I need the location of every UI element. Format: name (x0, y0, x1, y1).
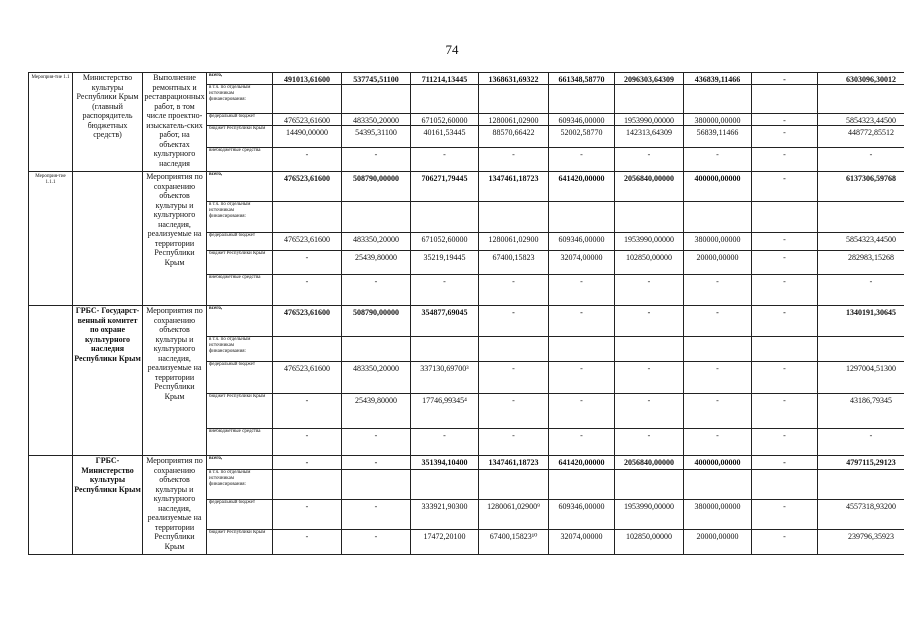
amount-cell: - (273, 251, 342, 275)
amount-cell: - (684, 362, 752, 394)
amount-cell: - (752, 114, 818, 126)
description-cell: Мероприятия по сохранению объектов культуры и культурного наследия, реализуемые на территории Республики Крым (143, 456, 207, 555)
amount-cell: 671052,60000 (411, 233, 479, 251)
amount-cell: - (549, 275, 615, 306)
amount-cell: 52002,58770 (549, 126, 615, 148)
amount-cell (615, 470, 684, 500)
amount-cell (342, 470, 411, 500)
amount-cell: - (615, 429, 684, 456)
amount-cell: 142313,64309 (615, 126, 684, 148)
amount-cell: 1297004,51300 (818, 362, 904, 394)
amount-cell: 476523,61600 (273, 306, 342, 337)
amount-cell (479, 470, 549, 500)
amount-cell: 17472,20100 (411, 530, 479, 555)
amount-cell: 508790,00000 (342, 306, 411, 337)
amount-cell (752, 202, 818, 233)
amount-cell: 2056840,00000 (615, 456, 684, 470)
funding-source-cell: в т.ч. по отдельным источникам финансирования: (207, 337, 273, 362)
amount-cell: - (752, 73, 818, 85)
funding-source-cell: внебюджетные средства (207, 148, 273, 172)
amount-cell: - (752, 429, 818, 456)
amount-cell: - (752, 148, 818, 172)
amount-cell: 1953990,00000 (615, 114, 684, 126)
amount-cell: 706271,79445 (411, 172, 479, 202)
funding-source-cell: в т.ч. по отдельным источникам финансирования: (207, 470, 273, 500)
measure-cell: Мероприя-тие 1.1 (29, 73, 73, 172)
amount-cell (411, 337, 479, 362)
funding-source-cell: внебюджетные средства (207, 275, 273, 306)
amount-cell: 40161,53445 (411, 126, 479, 148)
funding-source-cell: бюджет Республики Крым (207, 251, 273, 275)
amount-cell: 1280061,02900⁹ (479, 500, 549, 530)
amount-cell: 483350,20000 (342, 233, 411, 251)
funding-source-cell: федеральный бюджет (207, 114, 273, 126)
amount-cell: - (479, 429, 549, 456)
amount-cell (479, 202, 549, 233)
executor-cell: Министерство культуры Республики Крым (главный распорядитель бюджетных средств) (73, 73, 143, 172)
amount-cell: 609346,00000 (549, 500, 615, 530)
amount-cell: - (684, 394, 752, 429)
amount-cell: 711214,13445 (411, 73, 479, 85)
amount-cell: 282983,15268 (818, 251, 904, 275)
amount-cell: 508790,00000 (342, 172, 411, 202)
amount-cell: - (273, 456, 342, 470)
funding-source-cell: бюджет Республики Крым (207, 126, 273, 148)
amount-cell: - (549, 429, 615, 456)
amount-cell: - (342, 275, 411, 306)
amount-cell: 661348,58770 (549, 73, 615, 85)
amount-cell: - (752, 456, 818, 470)
amount-cell: 54395,31100 (342, 126, 411, 148)
amount-cell: 351394,10400 (411, 456, 479, 470)
amount-cell: - (411, 429, 479, 456)
amount-cell: 5854323,44500 (818, 233, 904, 251)
amount-cell: - (479, 362, 549, 394)
amount-cell: 436839,11466 (684, 73, 752, 85)
amount-cell (342, 337, 411, 362)
table-row (29, 456, 904, 470)
amount-cell: 35219,19445 (411, 251, 479, 275)
amount-cell: 1368631,69322 (479, 73, 549, 85)
executor-cell (73, 172, 143, 306)
amount-cell: 476523,61600 (273, 362, 342, 394)
amount-cell: 6137306,59768 (818, 172, 904, 202)
amount-cell: - (752, 362, 818, 394)
amount-cell: 491013,61600 (273, 73, 342, 85)
measure-cell (29, 456, 73, 555)
amount-cell (752, 470, 818, 500)
amount-cell: - (549, 362, 615, 394)
amount-cell: - (342, 429, 411, 456)
amount-cell: - (411, 275, 479, 306)
amount-cell: 1340191,30645 (818, 306, 904, 337)
amount-cell: - (615, 275, 684, 306)
amount-cell: - (342, 530, 411, 555)
amount-cell: - (752, 275, 818, 306)
amount-cell: 67400,15823¹⁰ (479, 530, 549, 555)
amount-cell: - (684, 148, 752, 172)
amount-cell: - (479, 394, 549, 429)
amount-cell: 25439,80000 (342, 394, 411, 429)
amount-cell (615, 202, 684, 233)
amount-cell: - (273, 429, 342, 456)
amount-cell: 1953990,00000 (615, 233, 684, 251)
amount-cell: 32074,00000 (549, 251, 615, 275)
amount-cell (752, 337, 818, 362)
amount-cell: - (549, 306, 615, 337)
amount-cell: 25439,80000 (342, 251, 411, 275)
funding-source-cell: всего, (207, 456, 273, 470)
amount-cell: 4797115,29123 (818, 456, 904, 470)
amount-cell: - (549, 148, 615, 172)
funding-source-cell: в т.ч. по отдельным источникам финансирования: (207, 85, 273, 114)
amount-cell: 609346,00000 (549, 233, 615, 251)
description-cell: Мероприятия по сохранению объектов культуры и культурного наследия, реализуемые на территории Республики Крым (143, 172, 207, 306)
funding-source-cell: всего, (207, 172, 273, 202)
amount-cell (818, 85, 904, 114)
amount-cell: - (818, 275, 904, 306)
amount-cell (684, 85, 752, 114)
executor-cell: ГРБС- Государст-венный комитет по охране культурного наследия Республики Крым (73, 306, 143, 456)
table-row (29, 306, 904, 337)
amount-cell: - (752, 172, 818, 202)
amount-cell: - (752, 126, 818, 148)
amount-cell (752, 85, 818, 114)
amount-cell: 483350,20000 (342, 362, 411, 394)
amount-cell: 380000,00000 (684, 233, 752, 251)
funding-source-cell: всего, (207, 73, 273, 85)
amount-cell: - (615, 394, 684, 429)
amount-cell: - (818, 429, 904, 456)
amount-cell: - (752, 306, 818, 337)
amount-cell: 476523,61600 (273, 114, 342, 126)
amount-cell: 102850,00000 (615, 251, 684, 275)
amount-cell (411, 202, 479, 233)
amount-cell: 1280061,02900 (479, 114, 549, 126)
amount-cell (818, 470, 904, 500)
amount-cell: - (479, 306, 549, 337)
amount-cell: - (615, 306, 684, 337)
amount-cell: 337130,69700³ (411, 362, 479, 394)
amount-cell: 380000,00000 (684, 114, 752, 126)
amount-cell: - (615, 362, 684, 394)
amount-cell: 2096303,64309 (615, 73, 684, 85)
amount-cell: 5854323,44500 (818, 114, 904, 126)
amount-cell: 6303096,30012 (818, 73, 904, 85)
amount-cell: - (273, 394, 342, 429)
amount-cell: 4557318,93200 (818, 500, 904, 530)
amount-cell: 88570,66422 (479, 126, 549, 148)
page-number: 74 (445, 42, 459, 57)
amount-cell (479, 337, 549, 362)
amount-cell: 448772,85512 (818, 126, 904, 148)
amount-cell (549, 85, 615, 114)
amount-cell (684, 470, 752, 500)
amount-cell: 380000,00000 (684, 500, 752, 530)
amount-cell: 20000,00000 (684, 530, 752, 555)
amount-cell: - (479, 148, 549, 172)
amount-cell: 1347461,18723 (479, 456, 549, 470)
amount-cell: - (273, 530, 342, 555)
amount-cell (684, 337, 752, 362)
amount-cell: 537745,51100 (342, 73, 411, 85)
funding-source-cell: федеральный бюджет (207, 362, 273, 394)
amount-cell (273, 202, 342, 233)
amount-cell (273, 85, 342, 114)
amount-cell: 354877,69045 (411, 306, 479, 337)
amount-cell (818, 202, 904, 233)
amount-cell: 609346,00000 (549, 114, 615, 126)
amount-cell: 476523,61600 (273, 233, 342, 251)
amount-cell: 1280061,02900 (479, 233, 549, 251)
amount-cell: - (752, 394, 818, 429)
amount-cell: 56839,11466 (684, 126, 752, 148)
amount-cell (615, 337, 684, 362)
amount-cell: 641420,00000 (549, 172, 615, 202)
amount-cell: 67400,15823 (479, 251, 549, 275)
amount-cell: 14490,00000 (273, 126, 342, 148)
amount-cell (615, 85, 684, 114)
amount-cell (549, 202, 615, 233)
amount-cell: - (342, 456, 411, 470)
amount-cell: 476523,61600 (273, 172, 342, 202)
amount-cell: - (752, 233, 818, 251)
amount-cell (411, 470, 479, 500)
amount-cell: 2056840,00000 (615, 172, 684, 202)
table-row (29, 172, 904, 202)
amount-cell: 671052,60000 (411, 114, 479, 126)
amount-cell: 400000,00000 (684, 172, 752, 202)
amount-cell: - (752, 530, 818, 555)
measure-cell: Мероприя-тие 1.1.1 (29, 172, 73, 306)
executor-cell: ГРБС- Министерство культуры Республики Крым (73, 456, 143, 555)
amount-cell: 483350,20000 (342, 114, 411, 126)
amount-cell: 20000,00000 (684, 251, 752, 275)
funding-source-cell: в т.ч. по отдельным источникам финансирования: (207, 202, 273, 233)
amount-cell: 32074,00000 (549, 530, 615, 555)
amount-cell (549, 337, 615, 362)
amount-cell (479, 85, 549, 114)
amount-cell: - (411, 148, 479, 172)
amount-cell (273, 470, 342, 500)
measure-cell (29, 306, 73, 456)
description-cell: Мероприятия по сохранению объектов культуры и культурного наследия, реализуемые на территории Республики Крым (143, 306, 207, 456)
amount-cell (342, 202, 411, 233)
amount-cell: - (752, 500, 818, 530)
amount-cell: 400000,00000 (684, 456, 752, 470)
amount-cell (273, 337, 342, 362)
amount-cell (818, 337, 904, 362)
amount-cell: - (479, 275, 549, 306)
funding-table (28, 72, 904, 555)
amount-cell (411, 85, 479, 114)
amount-cell: - (342, 500, 411, 530)
amount-cell: - (273, 275, 342, 306)
amount-cell: - (549, 394, 615, 429)
amount-cell: - (342, 148, 411, 172)
amount-cell: - (684, 275, 752, 306)
amount-cell: 43186,79345 (818, 394, 904, 429)
funding-source-cell: федеральный бюджет (207, 500, 273, 530)
table-row (29, 73, 904, 85)
amount-cell: 102850,00000 (615, 530, 684, 555)
amount-cell: - (752, 251, 818, 275)
funding-source-cell: бюджет Республики Крым (207, 530, 273, 555)
amount-cell: - (818, 148, 904, 172)
amount-cell: 17746,99345⁴ (411, 394, 479, 429)
amount-cell: 333921,90300 (411, 500, 479, 530)
funding-source-cell: всего, (207, 306, 273, 337)
amount-cell (549, 470, 615, 500)
amount-cell: - (273, 148, 342, 172)
amount-cell: - (684, 306, 752, 337)
amount-cell: - (684, 429, 752, 456)
amount-cell: 1953990,00000 (615, 500, 684, 530)
amount-cell: - (273, 500, 342, 530)
amount-cell: 641420,00000 (549, 456, 615, 470)
amount-cell: - (615, 148, 684, 172)
description-cell: Выполнение ремонтных и реставрационных работ, в том числе проектно-изыскатель-ских работ, на объектах культурного наследия (143, 73, 207, 172)
funding-source-cell: бюджет Республики Крым (207, 394, 273, 429)
amount-cell (342, 85, 411, 114)
amount-cell: 239796,35923 (818, 530, 904, 555)
amount-cell (684, 202, 752, 233)
funding-source-cell: внебюджетные средства (207, 429, 273, 456)
amount-cell: 1347461,18723 (479, 172, 549, 202)
funding-source-cell: федеральный бюджет (207, 233, 273, 251)
